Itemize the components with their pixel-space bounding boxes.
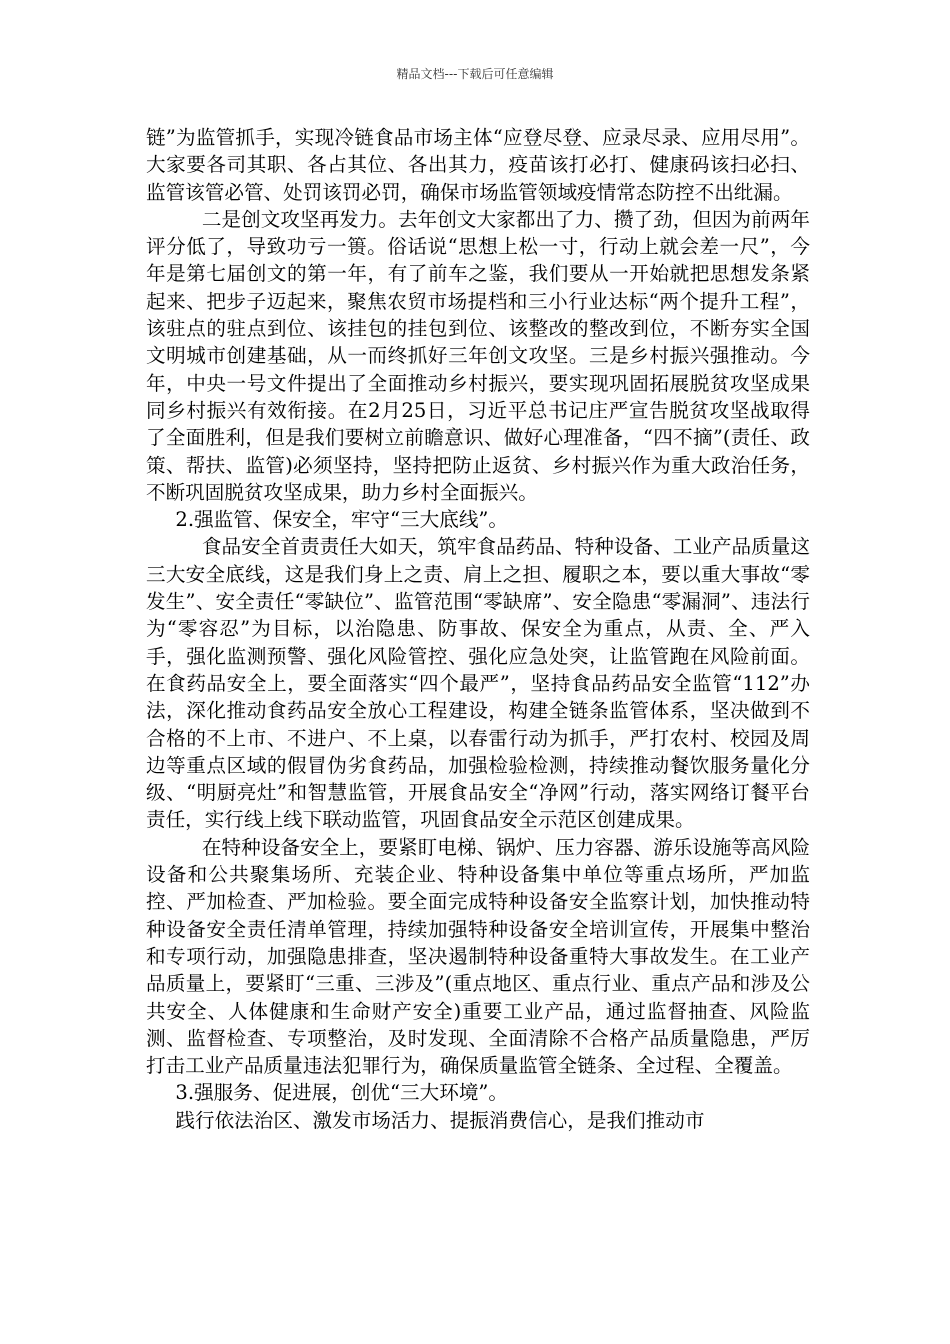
section-heading-service: 3.强服务、促进展，创优“三大环境”。 bbox=[175, 1081, 509, 1105]
paragraph-special-equipment: 在特种设备安全上，要紧盯电梯、锅炉、压力容器、游乐设施等高风险设备和公共聚集场所、充装企业、特种设备集中单位等重点场所，严加监控、严加检查、严加检验。要全面完成特种设备安全监察计划，加快推动特种设备安全责任清单管理，持续加强特种设备安全培训宣传，开展集中整治和专项行动，加强隐患排查，坚决遏制特种设备重特大事故发生。在工业产品质量上，要紧盯“三重、三涉及”(重点地区、重点行业、重点产品和涉及公共安全、人体健康和生命财产安全)重要工业产品，通过监督抽查、风险监测、监督检查、专项整治，及时发现、全面清除不合格产品质量隐患，严厉打击工业产品质量违法犯罪行为，确保质量监管全链条、全过程、全覆盖。 bbox=[146, 835, 810, 1078]
section-heading-supervision: 2.强监管、保安全，牢守“三大底线”。 bbox=[175, 508, 509, 532]
paragraph-rule-of-law: 践行依法治区、激发市场活力、提振消费信心，是我们推动市 bbox=[175, 1108, 705, 1132]
page-header: 精品文档---下载后可任意编辑 bbox=[396, 67, 554, 81]
paragraph-creation-campaign: 二是创文攻坚再发力。去年创文大家都出了力、攒了劲，但因为前两年评分低了，导致功亏一篑。俗话说“思想上松一寸，行动上就会差一尺”，今年是第七届创文的第一年，有了前车之鉴，我们要从一开始就把思想发条紧起来、把步子迈起来，聚焦农贸市场提档和三小行业达标“两个提升工程”，该驻点的驻点到位、该挂包的挂包到位、该整改的整改到位，不断夯实全国文明城市创建基础，从一而终抓好三年创文攻坚。三是乡村振兴强推动。今年，中央一号文件提出了全面推动乡村振兴，要实现巩固拓展脱贫攻坚成果同乡村振兴有效衔接。在2月25日，习近平总书记庄严宣告脱贫攻坚战取得了全面胜利，但是我们要树立前瞻意识、做好心理准备，“四不摘”(责任、政策、帮扶、监管)必须坚持，坚持把防止返贫、乡村振兴作为重大政治任务，不断巩固脱贫攻坚成果，助力乡村全面振兴。 bbox=[146, 207, 810, 504]
paragraph-food-safety: 食品安全首责责任大如天，筑牢食品药品、特种设备、工业产品质量这三大安全底线，这是我们身上之责、肩上之担、履职之本，要以重大事故“零发生”、安全责任“零缺位”、监管范围“零缺席”、安全隐患“零漏洞”、违法行为“零容忍”为目标，以治隐患、防事故、保安全为重点，从责、全、严入手，强化监测预警、强化风险管控、强化应急处突，让监管跑在风险前面。在食药品安全上，要全面落实“四个最严”，坚持食品药品安全监管“112”办法，深化推动食药品安全放心工程建设，构建全链条监管体系，坚决做到不合格的不上市、不进户、不上桌，以春雷行动为抓手，严打农村、校园及周边等重点区域的假冒伪劣食药品，加强检验检测，持续推动餐饮服务量化分级、“明厨亮灶”和智慧监管，开展食品安全“净网”行动，落实网络订餐平台责任，实行线上线下联动监管，巩固食品安全示范区创建成果。 bbox=[146, 535, 810, 832]
document-body bbox=[146, 124, 810, 1134]
paragraph-continuation: 链”为监管抓手，实现冷链食品市场主体“应登尽登、应录尽录、应用尽用”。大家要各司其职、各占其位、各出其力，疫苗该打必打、健康码该扫必扫、监管该管必管、处罚该罚必罚，确保市场监管领域疫情常态防控不出纰漏。 bbox=[146, 126, 810, 204]
